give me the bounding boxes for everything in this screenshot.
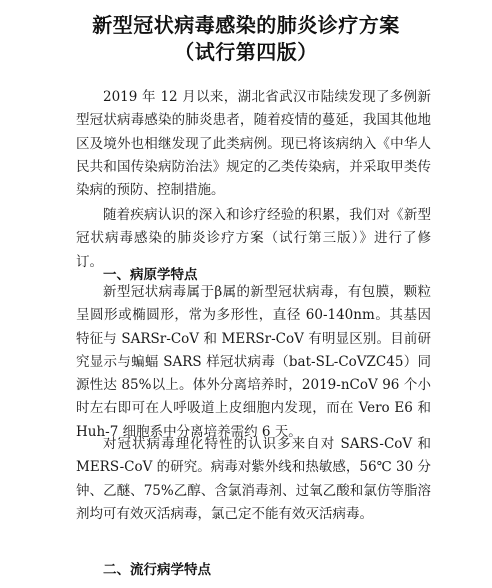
- document-title: 新型冠状病毒感染的肺炎诊疗方案: [92, 13, 400, 37]
- pathogen-paragraph-1: 新型冠状病毒属于β属的新型冠状病毒，有包膜，颗粒呈圆形或椭圆形，常为多形性，直径 60-140nm。其基因特征与 SARSr-CoV 和 MERSr-CoV 有明显区别。目前研究显示与蝙蝠 SARS 样冠状病毒（bat-SL-CoVZC45）同源性达 85%以上。体外分离培养时，2019-nCoV 96 个小时左右即可在人呼吸道上皮细胞内发现，而在 Vero E6 和 Huh-7 细胞系中分离培养需约 6 天。: [76, 284, 431, 440]
- pathogen-paragraph-2: 对冠状病毒理化特性的认识多来自对 SARS-CoV 和 MERS-CoV 的研究。病毒对紫外线和热敏感，56℃ 30 分钟、乙醚、75%乙醇、含氯消毒剂、过氧乙酸和氯仿等脂溶剂均可有效灭活病毒，氯己定不能有效灭活病毒。: [76, 436, 431, 522]
- section-heading-epidemiology: 二、流行病学特点: [103, 562, 211, 578]
- document-subtitle: （试行第四版）: [174, 40, 318, 64]
- intro-paragraph-1: 2019 年 12 月以来，湖北省武汉市陆续发现了多例新型冠状病毒感染的肺炎患者，随着疫情的蔓延，我国其他地区及境外也相继发现了此类病例。现已将该病纳入《中华人民共和国传染病防治法》规定的乙类传染病，并采取甲类传染病的预防、控制措施。: [76, 89, 431, 199]
- intro-paragraph-2: 随着疾病认识的深入和诊疗经验的积累，我们对《新型冠状病毒感染的肺炎诊疗方案（试行第三版）》进行了修订。: [76, 207, 431, 270]
- section-heading-pathogen: 一、病原学特点: [103, 267, 198, 283]
